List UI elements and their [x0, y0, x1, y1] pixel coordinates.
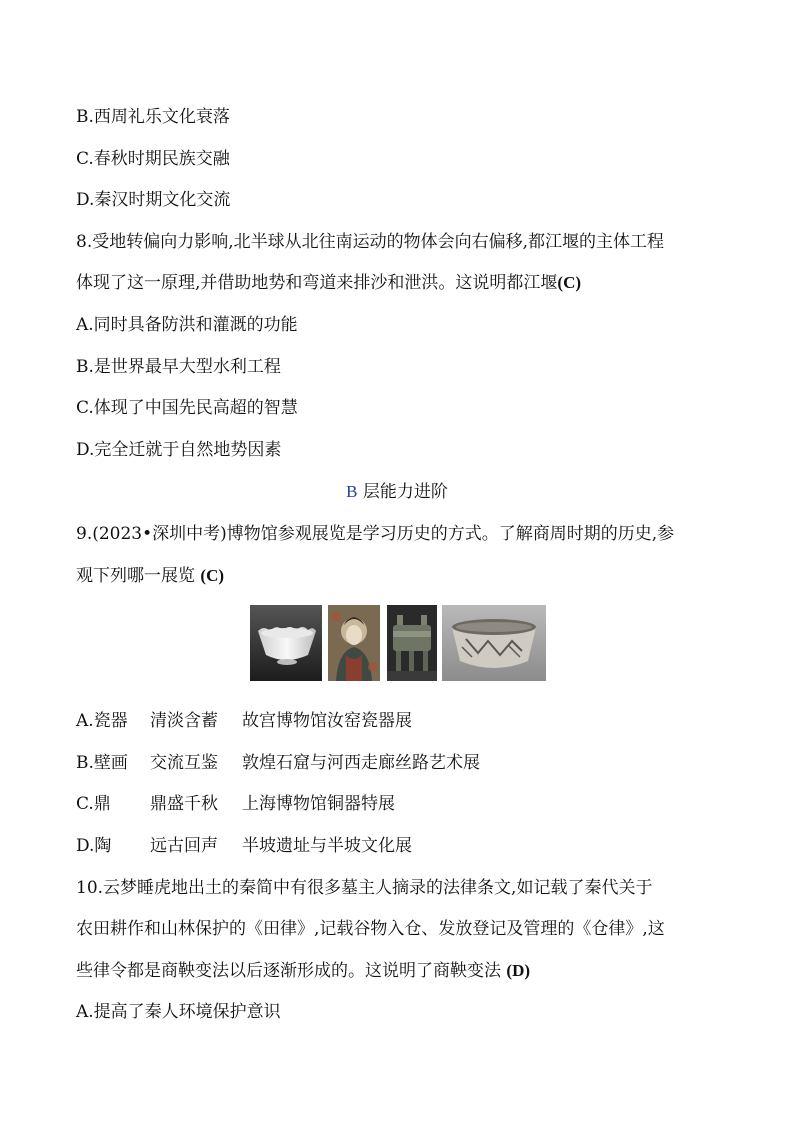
q10-stem-line2: 农田耕作和山林保护的《田律》,记载谷物入仓、发放登记及管理的《仓律》,这 — [76, 919, 665, 939]
q7-option-b: B.西周礼乐文化衰落 — [76, 107, 230, 127]
q9-option-theme: 交流互鉴 — [150, 753, 218, 773]
q7-option-d: D.秦汉时期文化交流 — [76, 190, 231, 210]
q10-stem-line3 — [76, 960, 530, 982]
q9-option-key: A.瓷器 — [76, 711, 128, 731]
q9-option — [76, 793, 395, 815]
q9-answer: (C) — [200, 566, 225, 585]
q8-option-c: C.体现了中国先民高超的智慧 — [76, 398, 298, 418]
section-title: 层能力进阶 — [357, 482, 448, 502]
q10-stem-text: 些律令都是商鞅变法以后逐渐形成的。这说明了商鞅变法 — [76, 961, 501, 981]
q8-answer: (C) — [557, 273, 582, 292]
section-letter: B — [346, 482, 358, 501]
q9-option-key: D.陶 — [76, 836, 112, 856]
q9-option-theme: 远古回声 — [150, 836, 218, 856]
q9-stem-text: 观下列哪一展览 — [76, 566, 195, 586]
q8-stem-line1: 8.受地转偏向力影响,北半球从北往南运动的物体会向右偏移,都江堰的主体工程 — [76, 232, 665, 252]
q9-option-exhibit: 半坡遗址与半坡文化展 — [242, 836, 412, 856]
q9-stem-line1: 9.(2023•深圳中考)博物馆参观展览是学习历史的方式。了解商周时期的历史,参 — [76, 524, 675, 544]
mural-photo — [328, 605, 380, 681]
exhibit-images — [250, 605, 546, 681]
q9-stem-line2 — [76, 565, 224, 587]
q8-option-b: B.是世界最早大型水利工程 — [76, 357, 281, 377]
q9-option — [76, 835, 412, 857]
q9-option — [76, 752, 480, 774]
q8-stem-line2 — [76, 272, 581, 294]
pottery-bowl-photo — [442, 605, 546, 681]
section-heading — [0, 481, 794, 503]
q9-option-theme: 鼎盛千秋 — [150, 794, 218, 814]
q9-option-theme: 清淡含蓄 — [150, 711, 218, 731]
q7-option-c: C.春秋时期民族交融 — [76, 149, 230, 169]
q10-answer: (D) — [506, 961, 531, 980]
q9-option — [76, 710, 412, 732]
q9-option-exhibit: 敦煌石窟与河西走廊丝路艺术展 — [242, 753, 480, 773]
q8-stem-text: 体现了这一原理,并借助地势和弯道来排沙和泄洪。这说明都江堰 — [76, 273, 558, 293]
porcelain-bowl-photo — [250, 605, 322, 681]
q9-option-key: B.壁画 — [76, 753, 128, 773]
q10-option-a: A.提高了秦人环境保护意识 — [76, 1002, 281, 1022]
q8-option-a: A.同时具备防洪和灌溉的功能 — [76, 315, 298, 335]
q8-option-d: D.完全迁就于自然地势因素 — [76, 440, 282, 460]
bronze-ding-photo — [387, 605, 437, 681]
q9-option-exhibit: 故宫博物馆汝窑瓷器展 — [242, 711, 412, 731]
q10-stem-line1: 10.云梦睡虎地出土的秦简中有很多墓主人摘录的法律条文,如记载了秦代关于 — [76, 878, 653, 898]
q9-option-key: C.鼎 — [76, 794, 111, 814]
q9-option-exhibit: 上海博物馆铜器特展 — [242, 794, 395, 814]
